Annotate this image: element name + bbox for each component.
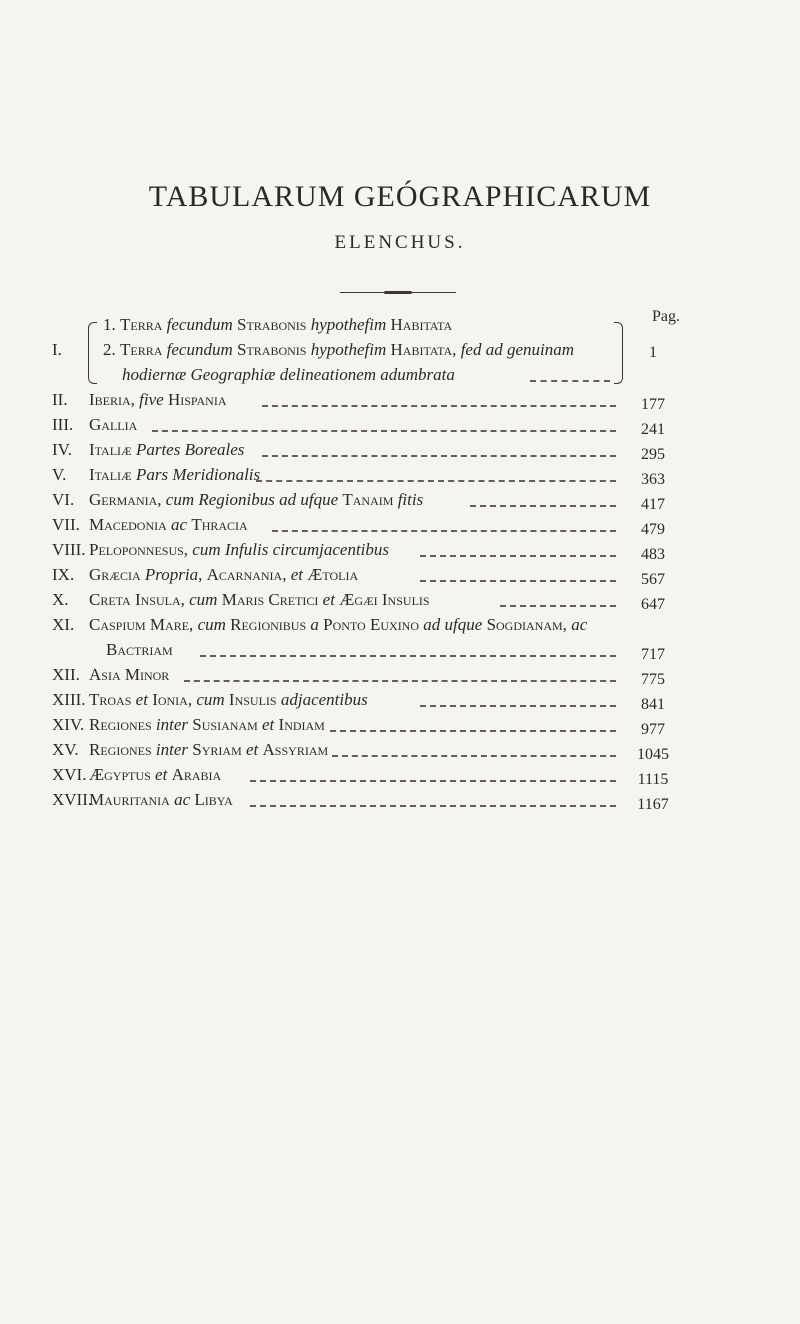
toc-entry-text: Creta Insula, cum Maris Cretici et Ægæi Insulis <box>89 590 430 609</box>
dot-leader <box>330 729 616 732</box>
toc-page-number: 1 <box>649 344 657 361</box>
toc-entry <box>0 540 800 562</box>
toc-entry-text: Germania, cum Regionibus ad ufque Tanaim fitis <box>89 490 424 509</box>
toc-entry-i-line-3 <box>0 365 800 387</box>
toc-entry <box>0 690 800 712</box>
toc-entry-text: Iberia, five Hispania <box>89 390 227 409</box>
toc-entry-numeral: XVII. <box>52 790 93 809</box>
toc-entry-i-line-1 <box>0 315 800 337</box>
toc-entry <box>0 465 800 487</box>
page-subtitle: ELENCHUS. <box>334 232 466 253</box>
toc-page-number: 841 <box>641 696 665 713</box>
dot-leader <box>420 579 616 582</box>
toc-entry-numeral: XIV. <box>52 715 85 734</box>
toc-entry-text: Græcia Propria, Acarnania, et Ætolia <box>89 565 359 584</box>
toc-entry <box>0 390 800 412</box>
toc-entry-i-line-2 <box>0 340 800 362</box>
toc-entry-text: Asia Minor <box>89 665 170 684</box>
toc-entry-numeral: VIII. <box>52 540 86 559</box>
toc-page-number: 483 <box>641 546 665 563</box>
toc-entry <box>0 665 800 687</box>
right-brace <box>614 322 623 384</box>
toc-entry-numeral: XIII. <box>52 690 86 709</box>
dot-leader <box>250 779 616 782</box>
toc-page-number: 1045 <box>637 746 669 763</box>
toc-page-number: 363 <box>641 471 665 488</box>
dot-leader <box>272 529 616 532</box>
toc-entry <box>0 565 800 587</box>
toc-entry-text: Bactriam <box>106 640 173 659</box>
toc-entry <box>0 490 800 512</box>
dot-leader <box>332 754 616 757</box>
toc-entry <box>0 440 800 462</box>
toc-page-number: 775 <box>641 671 665 688</box>
toc-entry <box>0 765 800 787</box>
toc-entry <box>0 740 800 762</box>
toc-entry-numeral: XV. <box>52 740 79 759</box>
toc-page-number: 717 <box>641 646 665 663</box>
dot-leader <box>500 604 616 607</box>
toc-entry-numeral: IV. <box>52 440 72 459</box>
dot-leader <box>262 404 616 407</box>
dot-leader <box>262 454 616 457</box>
dot-leader <box>470 504 616 507</box>
left-brace <box>88 322 97 384</box>
toc-page-number: 479 <box>641 521 665 538</box>
toc-entry-numeral: V. <box>52 465 67 484</box>
dot-leader <box>184 679 616 682</box>
dot-leader <box>200 654 616 657</box>
toc-entry-numeral: VII. <box>52 515 80 534</box>
toc-entry-text: 1. Terra fecundum Strabonis hypothefim Habitata <box>103 315 453 334</box>
dot-leader <box>530 379 610 382</box>
toc-entry-text: Mauritania ac Libya <box>89 790 233 809</box>
toc-entry-text: Gallia <box>89 415 138 434</box>
toc-page-number: 977 <box>641 721 665 738</box>
toc-page-number: 1115 <box>637 771 669 788</box>
toc-entry-text: Macedonia ac Thracia <box>89 515 248 534</box>
toc-page-number: 295 <box>641 446 665 463</box>
page-column-header: Pag. <box>652 308 680 325</box>
toc-entry-numeral: III. <box>52 415 74 434</box>
toc-page-number: 647 <box>641 596 665 613</box>
dot-leader <box>152 429 616 432</box>
toc-entry-numeral: XVI. <box>52 765 87 784</box>
toc-entry-text: Italiæ Partes Boreales <box>89 440 245 459</box>
toc-entry <box>0 590 800 612</box>
toc-entry <box>0 515 800 537</box>
toc-page-number: 1167 <box>637 796 669 813</box>
toc-entry-text: 2. Terra fecundum Strabonis hypothefim Habitata, fed ad genuinam <box>103 340 575 359</box>
toc-entry-text: hodiernæ Geographiæ delineationem adumbrata <box>122 365 455 384</box>
toc-entry-text: Regiones inter Syriam et Assyriam <box>89 740 329 759</box>
toc-entry-xi-line-1 <box>0 615 800 637</box>
toc-page-number: 417 <box>641 496 665 513</box>
toc-entry-numeral: IX. <box>52 565 75 584</box>
toc-entry-numeral: X. <box>52 590 69 609</box>
toc-page-number: 241 <box>641 421 665 438</box>
toc-page-number: 567 <box>641 571 665 588</box>
dot-leader <box>256 479 616 482</box>
toc-entry-text: Italiæ Pars Meridionalis <box>89 465 261 484</box>
toc-entry-numeral: XII. <box>52 665 80 684</box>
toc-entry-text: Ægyptus et Arabia <box>89 765 222 784</box>
toc-entry-numeral: VI. <box>52 490 75 509</box>
title-divider <box>340 292 456 293</box>
toc-entry-text: Troas et Ionia, cum Insulis adjacentibus <box>89 690 368 709</box>
dot-leader <box>250 804 616 807</box>
dot-leader <box>420 554 616 557</box>
toc-entry-numeral: I. <box>52 340 62 359</box>
toc-entry-text: Regiones inter Susianam et Indiam <box>89 715 325 734</box>
toc-page-number: 177 <box>641 396 665 413</box>
toc-entry <box>0 715 800 737</box>
page-title: TABULARUM GEÓGRAPHICARUM <box>148 180 652 213</box>
toc-entry-numeral: II. <box>52 390 68 409</box>
toc-entry-xi-line-2 <box>0 640 800 662</box>
toc-entry-numeral: XI. <box>52 615 75 634</box>
dot-leader <box>420 704 616 707</box>
toc-entry <box>0 790 800 812</box>
toc-entry-text: Caspium Mare, cum Regionibus a Ponto Euxino ad ufque Sogdianam, ac <box>89 615 588 634</box>
toc-entry-text: Peloponnesus, cum Infulis circumjacentibus <box>89 540 390 559</box>
toc-entry <box>0 415 800 437</box>
